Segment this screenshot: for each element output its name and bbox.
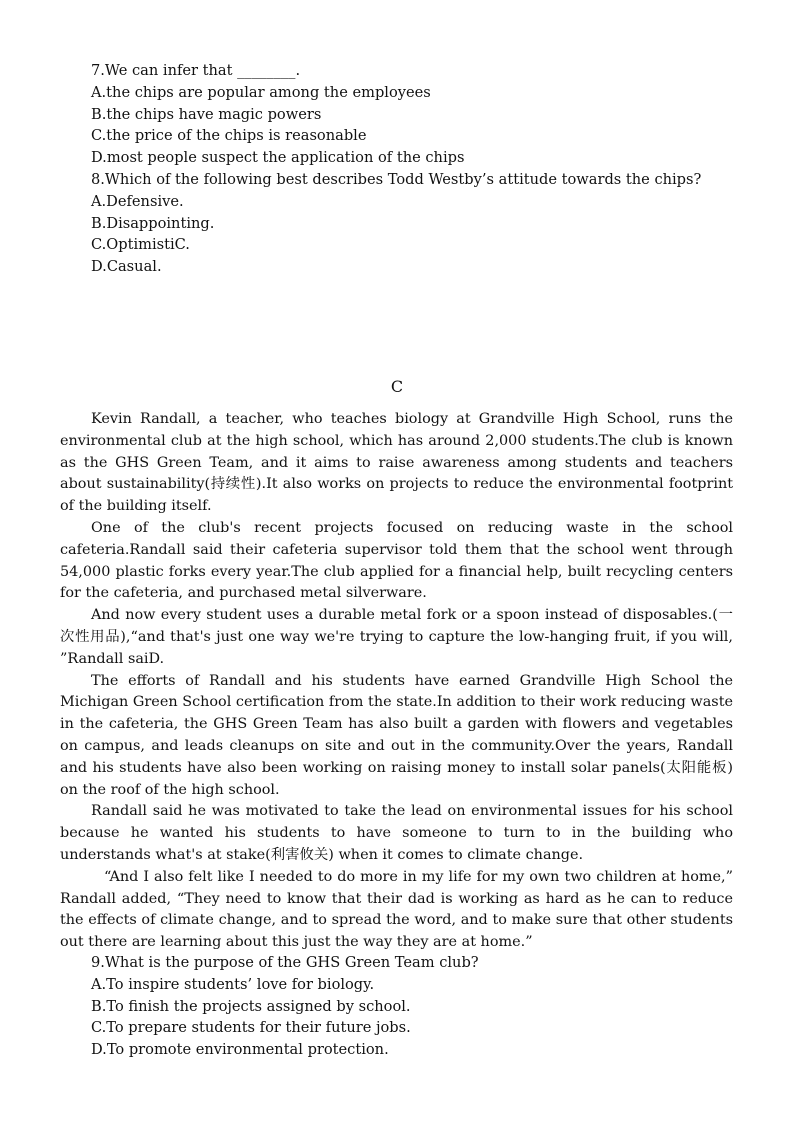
passage-paragraph-6: “And I also felt like I needed to do more in my life for my own two children at home,” Randall added, “They need to know that their dad is working as hard as he can to reduce the effects of climate change, and to spread the word, and to make sure that other students out there are learning about this just the way they are at home.” xyxy=(60,868,733,951)
questions-top xyxy=(91,60,741,278)
question-8-stem: 8.Which of the following best describes Todd Westby’s attitude towards the chips? xyxy=(91,170,702,188)
question-7-option-c: C.the price of the chips is reasonable xyxy=(91,127,367,145)
question-9-option-d: D.To promote environmental protection. xyxy=(91,1041,389,1059)
question-7-stem: 7.We can infer that ________. xyxy=(91,62,301,79)
reading-passage xyxy=(60,409,733,954)
passage-paragraph-4: The efforts of Randall and his students have earned Grandville High School the Michigan Green School certification from the state.In addition to their work reducing waste in the cafeteria, the GHS Green Team has also built a garden with flowers and vegetables on campus, and leads cleanups on site and out in the community.Over the years, Randall and his students have also been working on raising money to install solar panels(太阳能板) on the roof of the high school. xyxy=(60,672,733,798)
passage-paragraph-2: One of the club's recent projects focused on reducing waste in the school cafeteria.Randall said their cafeteria supervisor told them that the school went through 54,000 plastic forks every year.The club applied for a financial help, built recycling centers for the cafeteria, and purchased metal silverware. xyxy=(60,519,733,602)
question-8-option-c: C.OptimistiC. xyxy=(91,236,190,254)
question-8-option-d: D.Casual. xyxy=(91,258,162,276)
questions-bottom xyxy=(91,952,741,1061)
question-7-option-a: A.the chips are popular among the employees xyxy=(91,83,431,101)
question-9-option-c: C.To prepare students for their future jobs. xyxy=(91,1019,411,1037)
question-7-option-d: D.most people suspect the application of the chips xyxy=(91,149,465,167)
question-8-option-b: B.Disappointing. xyxy=(91,214,215,232)
section-heading: C xyxy=(390,377,404,396)
passage-paragraph-5: Randall said he was motivated to take the lead on environmental issues for his school because he wanted his students to have someone to turn to in the building who understands what's at stake(利害攸关) when it comes to climate change. xyxy=(60,803,733,863)
question-9-option-a: A.To inspire students’ love for biology. xyxy=(91,975,375,993)
question-8-option-a: A.Defensive. xyxy=(91,192,184,210)
question-7-option-b: B.the chips have magic powers xyxy=(91,105,322,123)
question-9-stem: 9.What is the purpose of the GHS Green Team club? xyxy=(91,954,479,971)
passage-paragraph-3: And now every student uses a durable metal fork or a spoon instead of disposables.(一次性用品),“and that's just one way we're trying to capture the low-hanging fruit, if you will, ”Randall saiD. xyxy=(60,607,733,667)
passage-paragraph-1: Kevin Randall, a teacher, who teaches biology at Grandville High School, runs the environmental club at the high school, which has around 2,000 students.The club is known as the GHS Green Team, and it aims to raise awareness among students and teachers about sustainability(持续性).It also works on projects to reduce the environmental footprint of the building itself. xyxy=(60,411,733,515)
question-9-option-b: B.To finish the projects assigned by school. xyxy=(91,997,411,1015)
